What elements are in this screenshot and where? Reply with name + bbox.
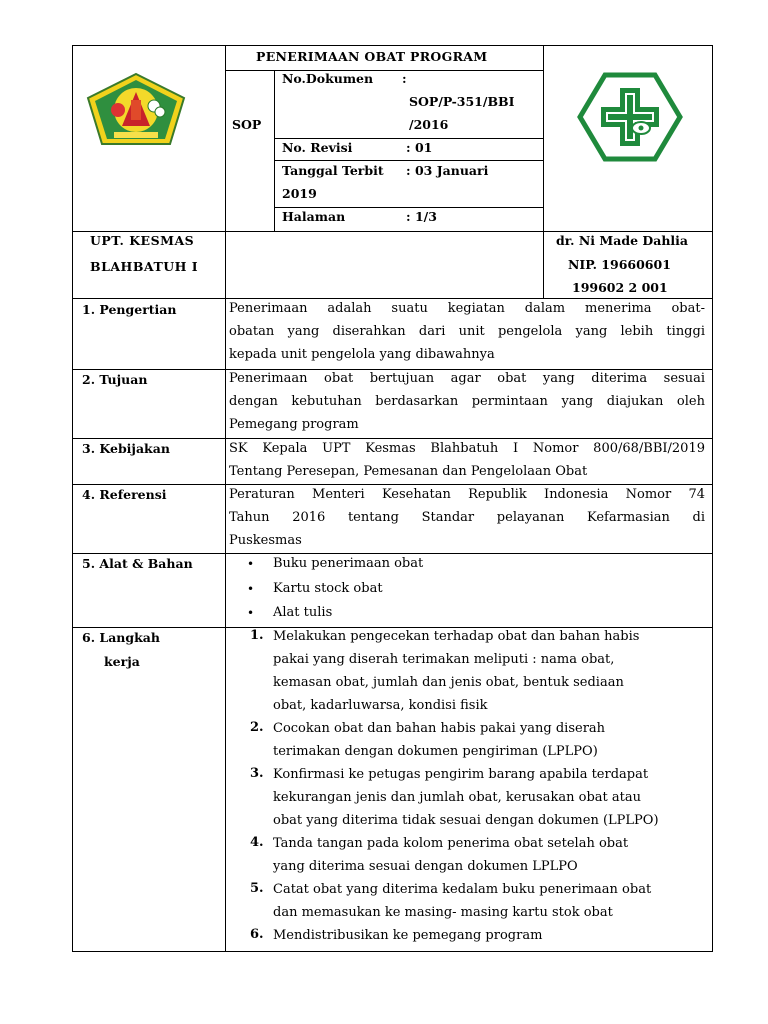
step-number: 1. bbox=[250, 628, 264, 643]
text-line: Puskesmas bbox=[229, 533, 302, 548]
body-col-line bbox=[225, 298, 226, 952]
label-alat-bahan: 5. Alat & Bahan bbox=[82, 556, 193, 571]
org-name-line1: UPT. KESMAS bbox=[90, 233, 195, 248]
text-line: Penerimaan adalah suatu kegiatan dalam menerima obat- bbox=[229, 301, 705, 316]
row-line-title bbox=[225, 70, 544, 71]
doc-no-label: No.Dokumen bbox=[282, 71, 374, 86]
step-line: kekurangan jenis dan jumlah obat, kerusakan obat atau bbox=[273, 790, 641, 805]
step-number: 6. bbox=[250, 927, 264, 942]
step-line: kemasan obat, jumlah dan jenis obat, bentuk sediaan bbox=[273, 675, 624, 690]
text-line: Pemegang program bbox=[229, 417, 359, 432]
step-line: dan memasukan ke masing- masing kartu stok obat bbox=[273, 905, 613, 920]
signer-nip-line1: NIP. 19660601 bbox=[568, 257, 671, 272]
col-line-right bbox=[543, 45, 544, 299]
label-langkah-kerja-1: 6. Langkah bbox=[82, 630, 160, 645]
regency-emblem-icon bbox=[84, 70, 188, 152]
list-item: • Kartu stock obat bbox=[273, 577, 383, 601]
col-line-left bbox=[225, 45, 226, 299]
step-line: Catat obat yang diterima kedalam buku penerimaan obat bbox=[273, 882, 652, 897]
step-number: 4. bbox=[250, 835, 264, 850]
tujuan-text bbox=[229, 367, 705, 436]
signer-nip-line2: 199602 2 001 bbox=[572, 280, 668, 295]
step-line: Mendistribusikan ke pemegang program bbox=[273, 928, 543, 943]
border-left bbox=[72, 45, 73, 952]
text-line: obatan yang diserahkan dari unit pengelola yang lebih tinggi bbox=[229, 324, 705, 339]
step-number: 2. bbox=[250, 720, 264, 735]
step-line: Tanda tangan pada kolom penerima obat setelah obat bbox=[273, 836, 629, 851]
date-label: Tanggal Terbit bbox=[282, 163, 384, 178]
step-line: pakai yang diserah terimakan meliputi : nama obat, bbox=[273, 652, 615, 667]
doc-no-value-1: SOP/P-351/BBI bbox=[409, 94, 515, 109]
text-line: Tahun 2016 tentang Standar pelayanan Kefarmasian di bbox=[229, 510, 705, 525]
text-line: dengan kebutuhan berdasarkan permintaan yang diajukan oleh bbox=[229, 394, 705, 409]
step-line: obat, kadarluwarsa, kondisi fisik bbox=[273, 698, 488, 713]
list-item: • Buku penerimaan obat bbox=[273, 552, 423, 576]
revision-value: : 01 bbox=[406, 140, 433, 155]
text-line: Penerimaan obat bertujuan agar obat yang diterima sesuai bbox=[229, 371, 705, 386]
label-referensi: 4. Referensi bbox=[82, 487, 167, 502]
text-line: kepada unit pengelola yang dibawahnya bbox=[229, 347, 495, 362]
border-right bbox=[712, 45, 713, 952]
step-line: Melakukan pengecekan terhadap obat dan bahan habis bbox=[273, 629, 640, 644]
kebijakan-text bbox=[229, 437, 705, 483]
page-label: Halaman bbox=[282, 209, 346, 224]
label-langkah-kerja-2: kerja bbox=[104, 654, 140, 669]
doc-no-value-2: /2016 bbox=[409, 117, 449, 132]
label-kebijakan: 3. Kebijakan bbox=[82, 441, 170, 456]
puskesmas-logo-icon bbox=[577, 72, 683, 162]
step-number: 5. bbox=[250, 881, 264, 896]
step-line: yang diterima sesuai dengan dokumen LPLPO bbox=[273, 859, 578, 874]
referensi-text bbox=[229, 483, 705, 552]
date-year: 2019 bbox=[282, 186, 317, 201]
document-title: PENERIMAAN OBAT PROGRAM bbox=[256, 49, 488, 64]
label-tujuan: 2. Tujuan bbox=[82, 372, 148, 387]
step-line: Cocokan obat dan bahan habis pakai yang diserah bbox=[273, 721, 606, 736]
step-number: 3. bbox=[250, 766, 264, 781]
sop-label: SOP bbox=[232, 117, 262, 132]
text-line: SK Kepala UPT Kesmas Blahbatuh I Nomor 800/68/BBI/2019 bbox=[229, 441, 705, 456]
step-line: terimakan dengan dokumen pengiriman (LPLPO) bbox=[273, 744, 598, 759]
text-line: Tentang Peresepan, Pemesanan dan Pengelolaan Obat bbox=[229, 464, 588, 479]
revision-label: No. Revisi bbox=[282, 140, 353, 155]
border-bottom bbox=[72, 951, 713, 952]
list-item: • Alat tulis bbox=[273, 601, 332, 625]
date-value: : 03 Januari bbox=[406, 163, 489, 178]
step-line: Konfirmasi ke petugas pengirim barang apabila terdapat bbox=[273, 767, 649, 782]
pengertian-text bbox=[229, 297, 705, 366]
page-value: : 1/3 bbox=[406, 209, 437, 224]
text-line: Peraturan Menteri Kesehatan Republik Indonesia Nomor 74 bbox=[229, 487, 705, 502]
doc-no-colon: : bbox=[402, 71, 407, 86]
org-name-line2: BLAHBATUH I bbox=[90, 259, 199, 274]
signer-name: dr. Ni Made Dahlia bbox=[556, 233, 689, 248]
label-pengertian: 1. Pengertian bbox=[82, 302, 177, 317]
step-line: obat yang diterima tidak sesuai dengan dokumen (LPLPO) bbox=[273, 813, 659, 828]
